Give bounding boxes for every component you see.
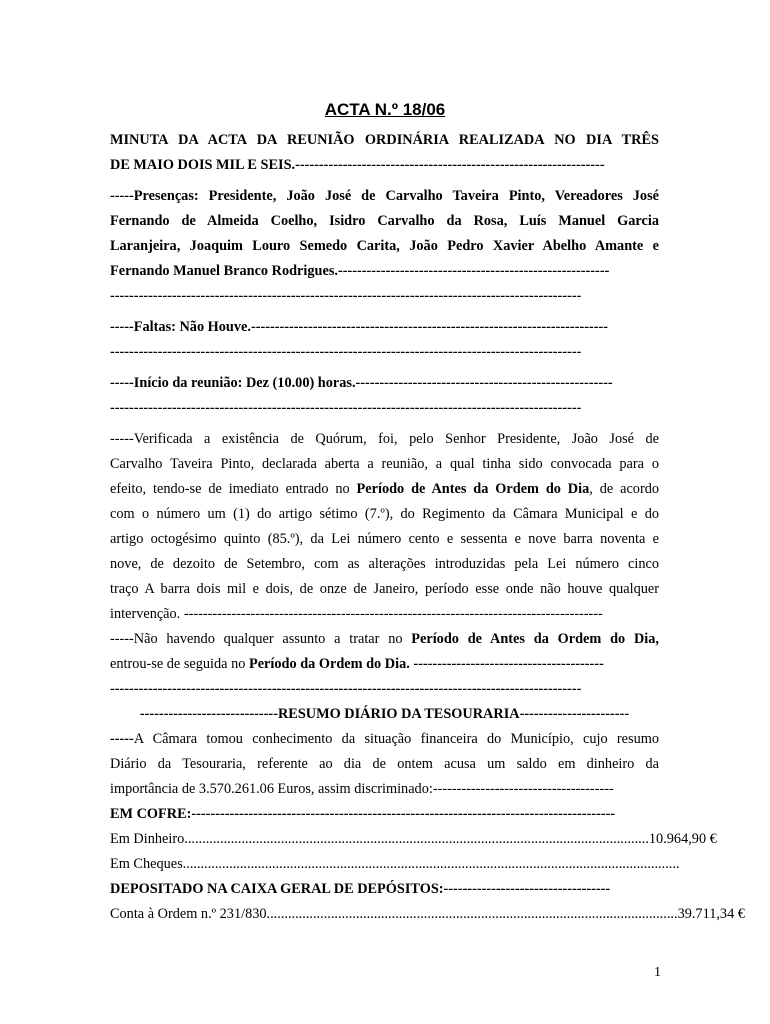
separator-line: ---------------------------------------------------------------------------------------------------: [110, 344, 582, 360]
heading-line-1: MINUTA DA ACTA DA REUNIÃO ORDINÁRIA REALIZADA NO DIA TRÊS: [110, 132, 659, 148]
text-span: A Câmara tomou conhecimento da situação financeira do Município, cujo resumo: [133, 731, 659, 747]
paragraph-1-line-4: com o número um (1) do artigo sétimo (7.º), do Regimento da Câmara Municipal e do: [110, 506, 659, 522]
em-dinheiro-label: Em Dinheiro: [110, 831, 185, 847]
resumo-line-3: importância de 3.570.261.06 Euros, assim discriminado:--------------------------------------: [110, 781, 614, 797]
presencas-line-4: Fernando Manuel Branco Rodrigues.---------------------------------------------------------: [110, 263, 610, 279]
document-body: [110, 128, 745, 927]
dot-leader: ..................................................................................................................................: [184, 831, 649, 847]
dot-leader: ...........................................................................................................................................: [182, 856, 680, 872]
bold-term: Período da Ordem do Dia.: [248, 656, 410, 672]
em-cheques-row: [110, 852, 680, 877]
text-span: entrou-se de seguida no: [110, 656, 249, 672]
conta-ordem-row: [110, 902, 745, 927]
conta-ordem-label: Conta à Ordem n.º 231/830: [110, 906, 267, 922]
heading-line-2: DE MAIO DOIS MIL E SEIS.-----------------------------------------------------------------: [110, 157, 605, 173]
em-dinheiro-row: [110, 827, 717, 852]
presencas-line-3: Laranjeira, Joaquim Louro Semedo Carita, João Pedro Xavier Abelho Amante e: [110, 238, 659, 254]
resumo-line-2: Diário da Tesouraria, referente ao dia de ontem acusa um saldo em dinheiro da: [110, 756, 659, 772]
conta-ordem-value: 39.711,34 €: [677, 906, 745, 922]
text-span: -----Não havendo qualquer assunto a tratar no: [110, 631, 412, 647]
separator-line: ---------------------------------------------------------------------------------------------------: [110, 288, 582, 304]
presencas-line-2: Fernando de Almeida Coelho, Isidro Carvalho da Rosa, Luís Manuel Garcia: [110, 213, 659, 229]
presencas-label: -----Presenças: [110, 188, 194, 204]
faltas-line: -----Faltas: Não Houve.---------------------------------------------------------------------------: [110, 319, 609, 335]
dot-leader: ...................................................................................................................: [266, 906, 678, 922]
paragraph-2-line-2: [110, 652, 659, 677]
em-cofre-heading: EM COFRE:-----------------------------------------------------------------------------------------: [110, 806, 616, 822]
page-number: 1: [654, 965, 661, 980]
dash-prefix: -----: [110, 731, 134, 747]
depositado-heading: DEPOSITADO NA CAIXA GERAL DE DEPÓSITOS:-----------------------------------: [110, 881, 611, 897]
separator-line: ---------------------------------------------------------------------------------------------------: [110, 681, 582, 697]
text-span: efeito, tendo-se de imediato entrado no: [110, 481, 357, 497]
paragraph-1-line-2: Carvalho Taveira Pinto, declarada aberta a reunião, a qual tinha sido convocada para o: [110, 456, 659, 472]
resumo-line-1: [110, 727, 659, 752]
presencas-text: : Presidente, João José de Carvalho Taveira Pinto, Vereadores José: [193, 188, 659, 204]
paragraph-1-line-5: artigo octogésimo quinto (85.º), da Lei número cento e sessenta e nove barra noventa e: [110, 531, 659, 547]
paragraph-1-line-1: -----Verificada a existência de Quórum, foi, pelo Senhor Presidente, João José de: [110, 431, 659, 447]
em-cheques-label: Em Cheques: [110, 856, 183, 872]
paragraph-1-line-8: intervenção. ----------------------------------------------------------------------------------------: [110, 606, 603, 622]
presencas-line-1: [110, 184, 659, 209]
inicio-line: -----Início da reunião: Dez (10.00) horas.------------------------------------------------------: [110, 375, 613, 391]
paragraph-1-line-6: nove, de dezoito de Setembro, com as alterações introduzidas pela Lei número cinco: [110, 556, 659, 572]
dash-fill: ----------------------------------------: [409, 656, 604, 672]
document-title: ACTA N.º 18/06: [324, 100, 446, 119]
paragraph-1-line-7: traço A barra dois mil e dois, de onze de Janeiro, período esse onde não houve qualquer: [110, 581, 659, 597]
bold-term: Período de Antes da Ordem do Dia,: [411, 631, 659, 647]
resumo-heading: -----------------------------RESUMO DIÁRIO DA TESOURARIA-----------------------: [139, 706, 630, 722]
separator-line: ---------------------------------------------------------------------------------------------------: [110, 400, 582, 416]
paragraph-2-line-1: [110, 627, 659, 652]
em-dinheiro-value: 10.964,90 €: [648, 831, 717, 847]
bold-term: Período de Antes da Ordem do Dia: [356, 481, 590, 497]
text-span: , de acordo: [589, 481, 659, 497]
paragraph-1-line-3: [110, 477, 659, 502]
